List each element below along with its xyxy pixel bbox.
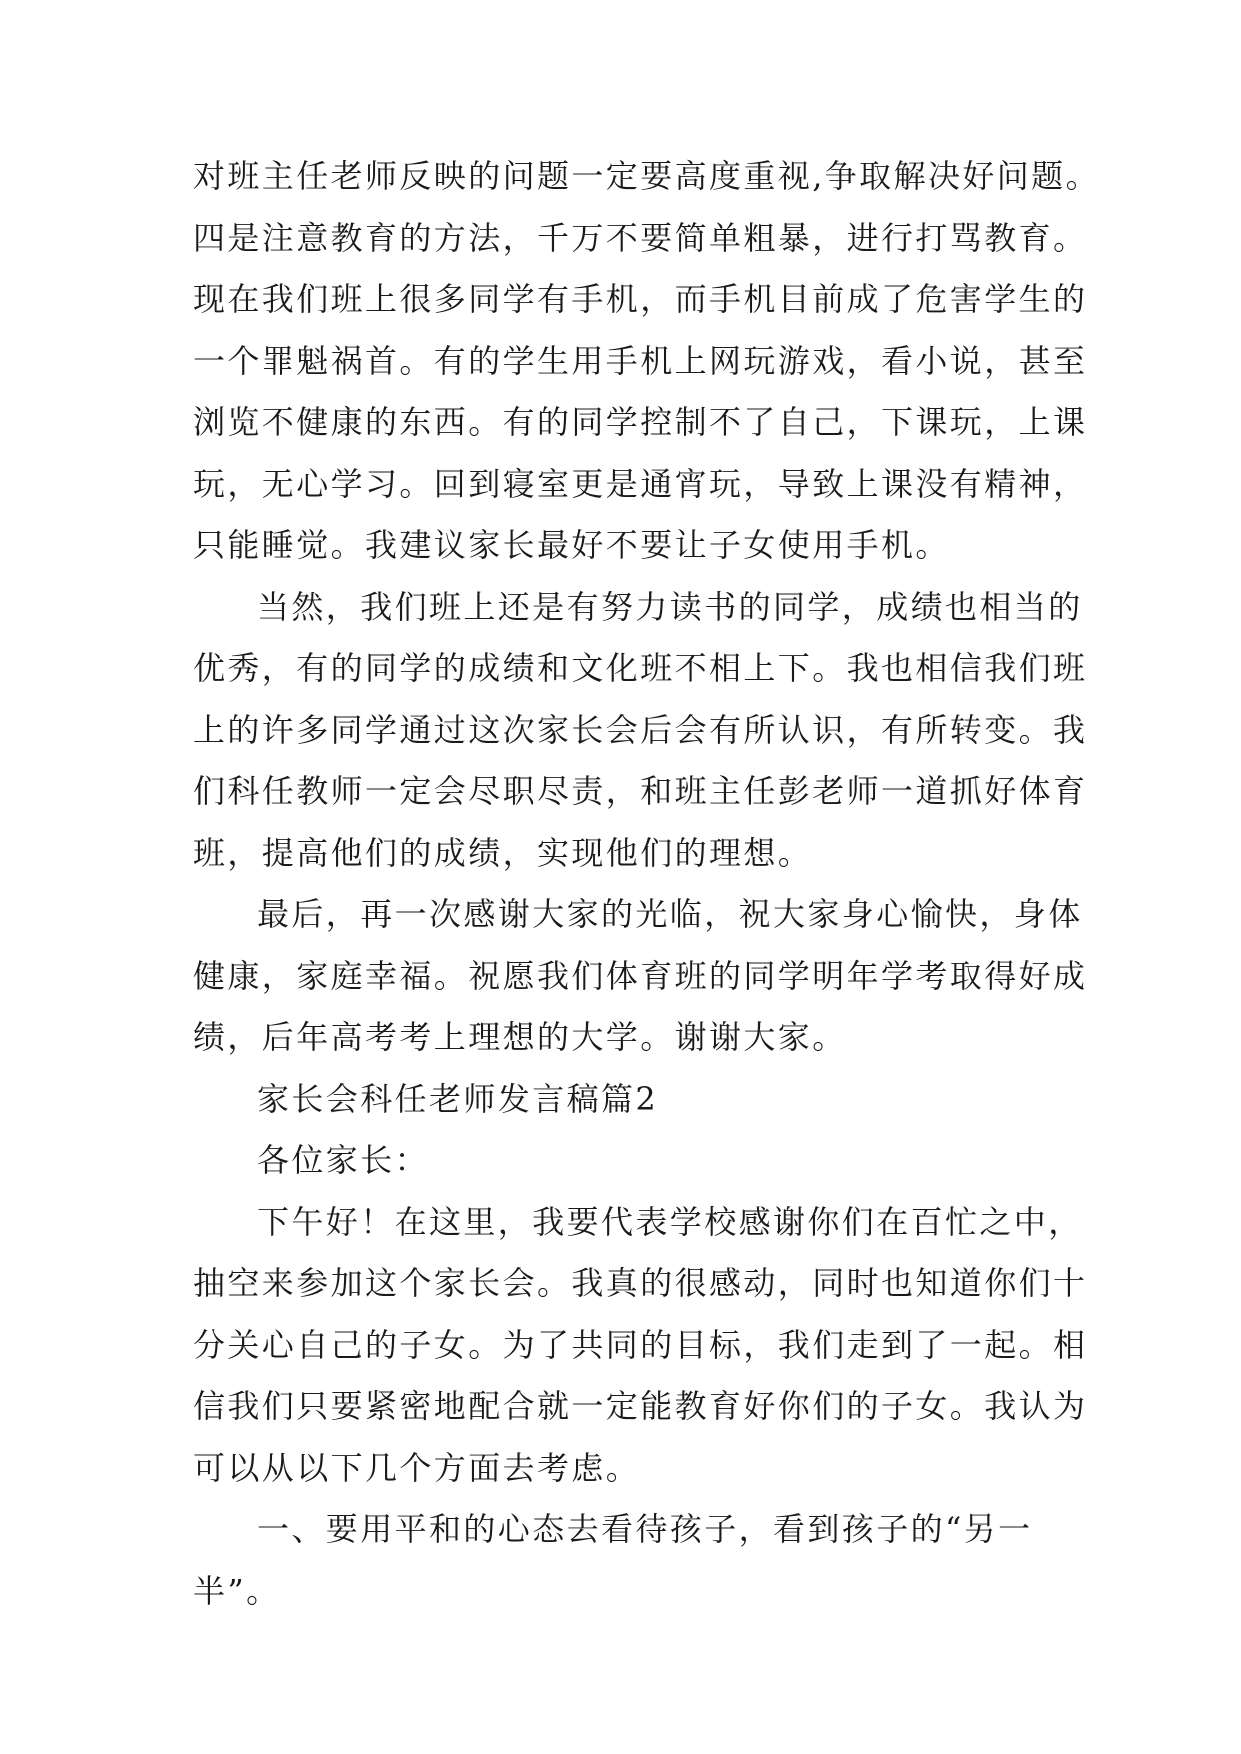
text-line: 可以从以下几个方面去考虑。 (193, 1448, 641, 1487)
text-line: 一个罪魁祸首。有的学生用手机上网玩游戏，看小说，甚至 (193, 341, 1088, 380)
text-line: 对班主任老师反映的问题一定要高度重视,争取解决好问题。 (193, 157, 1100, 195)
text-line: 分关心自己的子女。为了共同的目标，我们走到了一起。相 (193, 1325, 1088, 1364)
text-line: 绩，后年高考考上理想的大学。谢谢大家。 (193, 1018, 847, 1056)
text-line: 半”。 (193, 1571, 281, 1610)
paragraph-start-line: 最后，再一次感谢大家的光临，祝大家身心愉快，身体 (257, 895, 1083, 933)
text-line: 班，提高他们的成绩，实现他们的理想。 (193, 833, 813, 872)
paragraph-start-line: 下午好！在这里，我要代表学校感谢你们在百忙之中， (257, 1202, 1083, 1241)
text-line: 信我们只要紧密地配合就一定能教育好你们的子女。我认为 (193, 1387, 1088, 1425)
salutation: 各位家长： (257, 1141, 430, 1179)
text-line: 玩，无心学习。回到寝室更是通宵玩，导致上课没有精神， (193, 464, 1088, 503)
paragraph-start-line: 一、要用平和的心态去看待孩子，看到孩子的“另一 (257, 1510, 1033, 1548)
text-line: 抽空来参加这个家长会。我真的很感动，同时也知道你们十 (193, 1264, 1088, 1302)
text-line: 浏览不健康的东西。有的同学控制不了自己，下课玩，上课 (193, 403, 1088, 441)
text-line: 只能睡觉。我建议家长最好不要让子女使用手机。 (193, 526, 950, 564)
text-line: 上的许多同学通过这次家长会后会有所认识，有所转变。我 (193, 710, 1088, 749)
section-title: 家长会科任老师发言稿篇2 (257, 1079, 659, 1118)
text-line: 优秀，有的同学的成绩和文化班不相上下。我也相信我们班 (193, 649, 1088, 687)
text-line: 四是注意教育的方法，千万不要简单粗暴，进行打骂教育。 (193, 218, 1088, 257)
text-line: 现在我们班上很多同学有手机，而手机目前成了危害学生的 (193, 280, 1088, 318)
paragraph-start-line: 当然，我们班上还是有努力读书的同学，成绩也相当的 (257, 587, 1083, 626)
text-line: 们科任教师一定会尽职尽责，和班主任彭老师一道抓好体育 (193, 772, 1088, 810)
document-body (193, 146, 1100, 1622)
text-line: 健康，家庭幸福。祝愿我们体育班的同学明年学考取得好成 (193, 956, 1088, 995)
